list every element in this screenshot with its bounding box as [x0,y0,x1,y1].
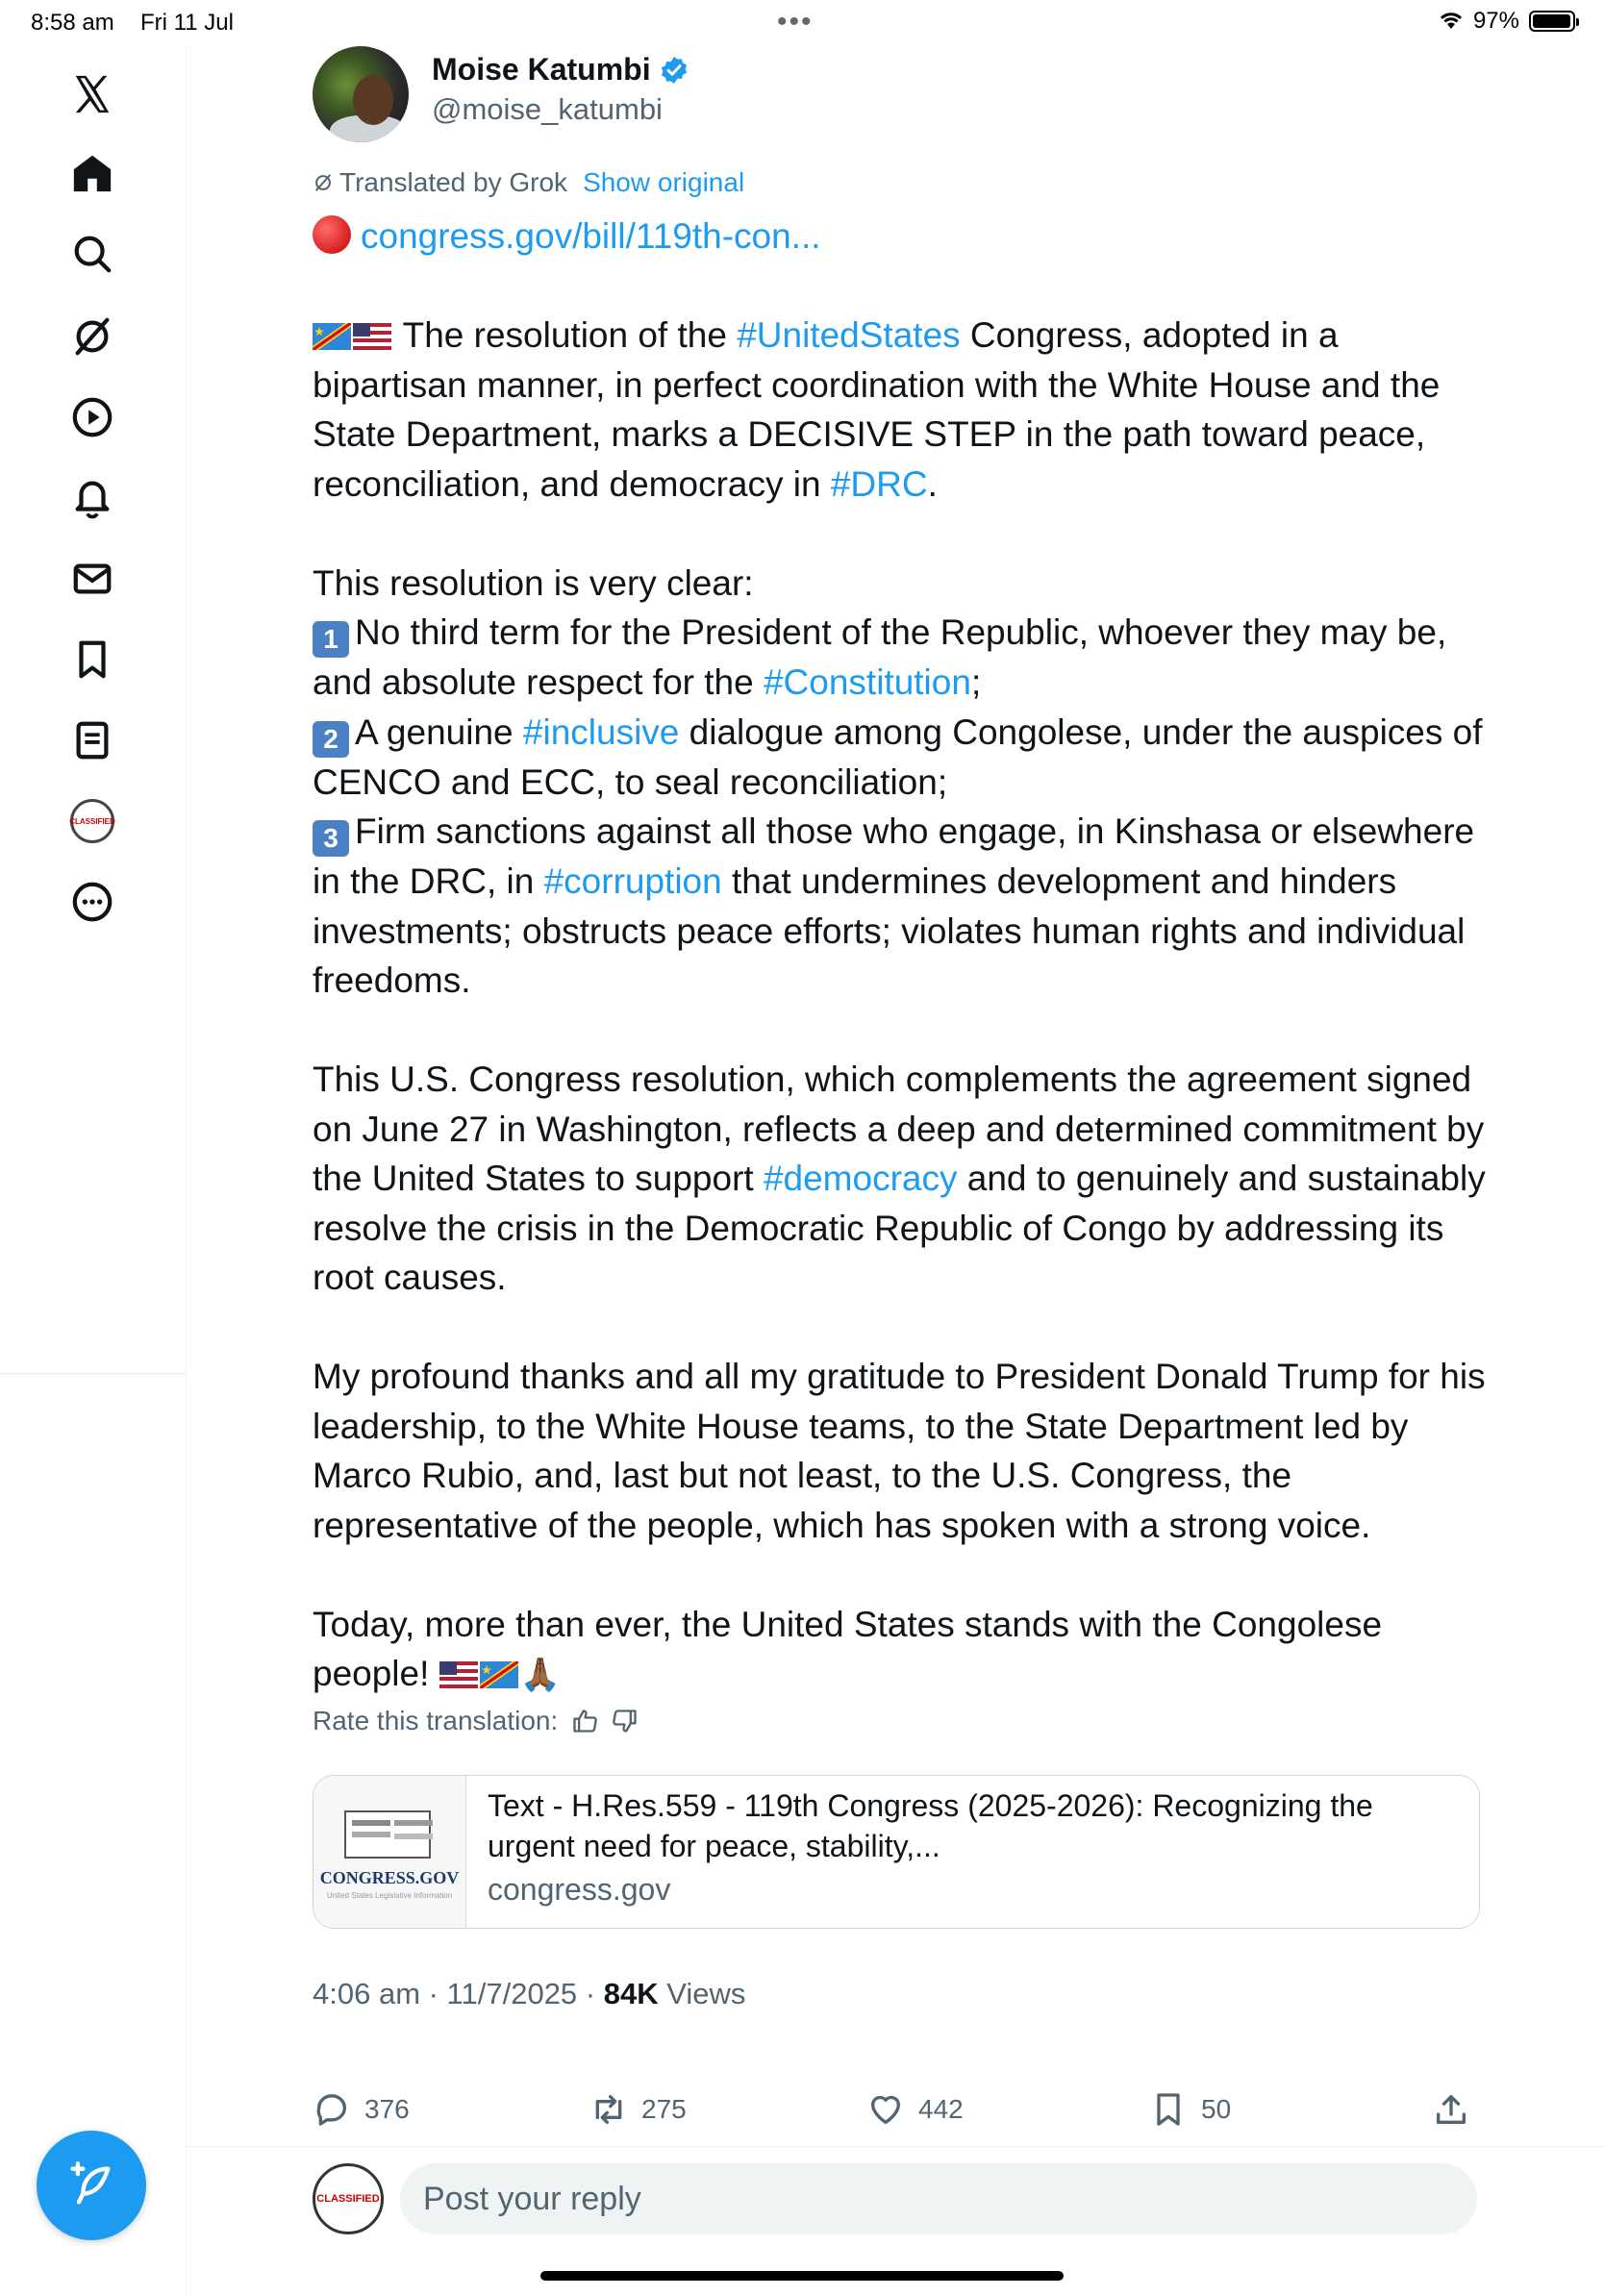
paragraph-1-end: . [927,463,938,504]
status-right [1439,8,1575,35]
more-icon[interactable] [63,873,121,931]
link-preview-card[interactable] [313,1775,1480,1929]
video-icon[interactable] [63,388,121,446]
tweet-timestamp[interactable]: 4:06 am · 11/7/2025 · [313,1977,604,2010]
us-flag-icon [353,323,391,350]
tweet-actions [313,2090,1486,2144]
hashtag-democracy[interactable]: #democracy [763,1159,958,1198]
item-2-end: dialogue among Congolese, under the auspices of CENCO and ECC, to seal reconciliation; [313,711,1483,802]
wifi-icon [1439,12,1464,31]
keycap-1-icon: 1 [313,621,349,658]
search-icon[interactable] [63,225,121,283]
home-icon[interactable] [63,144,121,202]
author-name[interactable]: Moise Katumbi [432,52,651,87]
paragraph-3-text: This U.S. Congress resolution, which complements the agreement signed on June 27 in Washington, reflects a deep and determined commitment by the United States to support [313,1060,1485,1198]
notifications-icon[interactable] [63,469,121,527]
lists-icon[interactable] [63,711,121,769]
link-preview-title: Text - H.Res.559 - 119th Congress (2025-2026): Recognizing the urgent need for peace, stability,... [488,1788,1373,1863]
bookmark-icon [1149,2090,1188,2129]
thumbs-up-icon[interactable] [571,1708,598,1734]
rate-translation-label: Rate this translation: [313,1706,559,1735]
like-button[interactable] [866,2090,964,2129]
folded-hands-icon: 🙏🏾 [519,1657,562,1693]
tweet-detail [187,46,1604,2296]
item-1-text: No third term for the President of the Republic, whoever they may be, and absolute respect for the [313,612,1447,702]
link-preview-thumbnail [313,1776,466,1928]
reply-input[interactable]: Post your reply [400,2163,1477,2234]
hashtag-constitution[interactable]: #Constitution [763,662,971,702]
hashtag-inclusive[interactable]: #inclusive [522,711,680,752]
paragraph-1-text: The resolution of the [393,315,738,355]
views-label: Views [658,1977,746,2010]
translated-label: Translated by Grok [339,167,568,197]
bookmarks-icon[interactable] [63,631,121,688]
hashtag-corruption[interactable]: #corruption [543,861,722,901]
item-3-end: that undermines development and hinders investments; obstructs peace efforts; violates human rights and individual freedoms. [313,861,1466,1000]
rate-translation [313,1706,639,1736]
home-indicator[interactable] [540,2271,1064,2281]
drc-flag-icon [313,323,351,350]
sidebar [0,46,187,2296]
hashtag-drc[interactable]: #DRC [830,463,928,504]
reply-button[interactable] [313,2090,410,2129]
thumbs-down-icon[interactable] [612,1708,639,1734]
us-flag-icon [439,1661,478,1688]
share-icon [1432,2090,1470,2129]
sidebar-divider [0,1373,186,1374]
paragraph-4-text: My profound thanks and all my gratitude to President Donald Trump for his leadership, to the White House teams, to the State Department led by Marco Rubio, and, last but not least, to the U.S. Congress, the representative of the people, which has spoken with a strong voice. [313,1357,1486,1545]
congress-gov-logo: CONGRESS.GOV [319,1868,460,1887]
paragraph-2-intro: This resolution is very clear: [313,562,754,603]
drc-flag-icon [480,1661,518,1688]
hashtag-unitedstates[interactable]: #UnitedStates [737,315,961,355]
reply-count: 376 [364,2094,410,2124]
item-1-end: ; [970,662,982,702]
reply-separator [187,2146,1604,2147]
tweet-link[interactable]: congress.gov/bill/119th-con... [361,216,821,256]
status-bar [0,0,1604,46]
profile-badge: CLASSIFIED [70,799,114,843]
multitasking-dots-icon[interactable]: ••• [777,6,814,37]
paragraph-1-text-cont: Congress, adopted in a bipartisan manner, in perfect coordination with the White House and the State Department, marks a DECISIVE STEP in the path toward peace, reconciliation, and democracy in [313,315,1441,504]
compose-feather-icon [66,2160,116,2210]
grok-small-icon [313,172,334,193]
like-count: 442 [918,2094,964,2124]
author-handle[interactable]: @moise_katumbi [432,92,663,126]
red-circle-icon [313,215,351,254]
translation-banner [313,167,744,198]
status-date: Fri 11 Jul [140,10,234,36]
item-2-text: A genuine [355,711,523,752]
tweet-meta [313,1977,745,2011]
view-count: 84K [603,1977,659,2010]
show-original-link[interactable]: Show original [583,167,745,197]
repost-icon [589,2090,628,2129]
battery-percent: 97% [1472,8,1519,34]
x-logo-icon[interactable] [63,65,121,123]
messages-icon[interactable] [63,550,121,608]
keycap-2-icon: 2 [313,721,349,758]
status-time: 8:58 am [31,10,114,36]
item-3-text: Firm sanctions against all those who engage, in Kinshasa or elsewhere in the DRC, in [313,811,1475,901]
reply-avatar[interactable]: CLASSIFIED [313,2163,384,2234]
battery-icon [1529,11,1575,32]
grok-icon[interactable] [63,308,121,365]
share-button[interactable] [1432,2090,1470,2129]
reply-icon [313,2090,351,2129]
bookmark-count: 50 [1201,2094,1232,2124]
congress-gov-tagline: United States Legislative Information [326,1891,453,1900]
bookmark-button[interactable] [1149,2090,1231,2129]
paragraph-3-end: and to genuinely and sustainably resolve the crisis in the Democratic Republic of Congo by addressing its root causes. [313,1159,1486,1297]
paragraph-5-text: Today, more than ever, the United States stands with the Congolese people! [313,1604,1383,1693]
repost-count: 275 [641,2094,687,2124]
compose-button[interactable] [37,2131,146,2240]
repost-button[interactable] [589,2090,687,2129]
keycap-3-icon: 3 [313,820,349,857]
verified-badge-icon [659,55,689,86]
author-avatar[interactable] [313,46,409,142]
heart-icon [866,2090,905,2129]
link-preview-domain: congress.gov [488,1872,671,1907]
tweet-text [313,212,1486,1701]
profile-icon[interactable] [63,792,121,850]
author-name-row [432,52,689,87]
